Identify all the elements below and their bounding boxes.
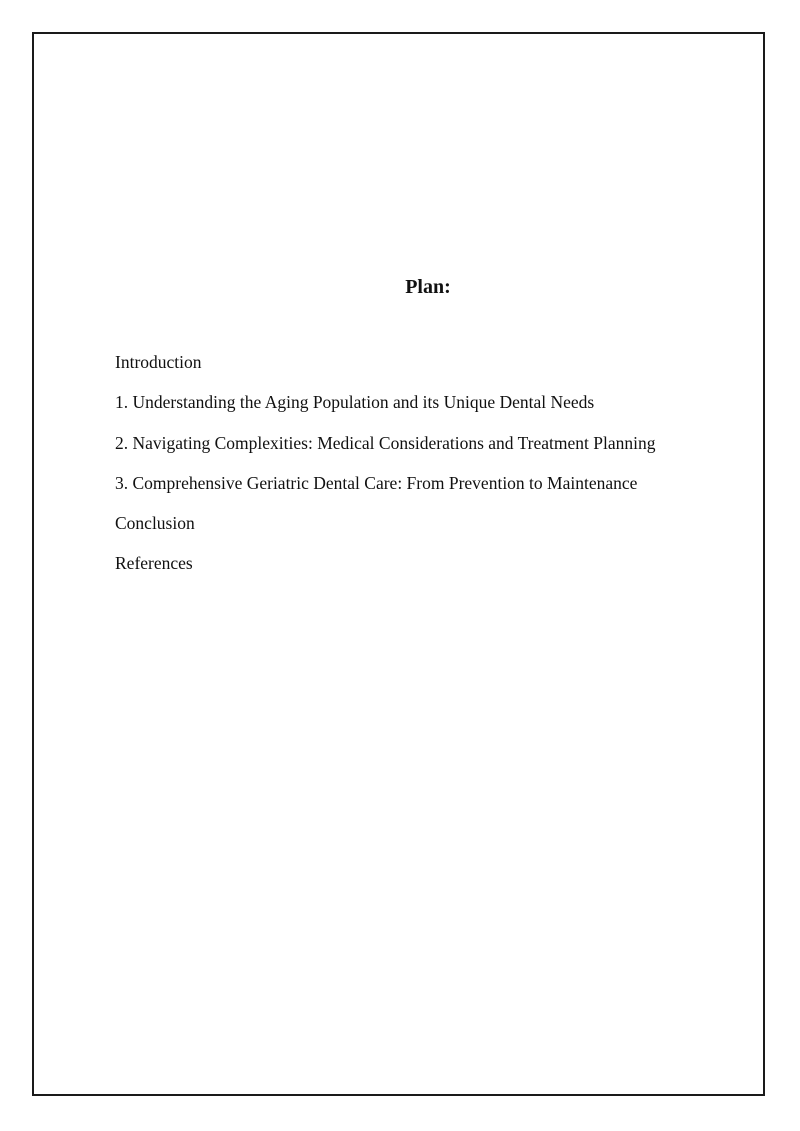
plan-item-section-1: 1. Understanding the Aging Population and its Unique Dental Needs	[115, 392, 595, 413]
plan-item-section-2: 2. Navigating Complexities: Medical Considerations and Treatment Planning	[115, 432, 656, 453]
plan-item-introduction: Introduction	[115, 352, 202, 372]
plan-item-conclusion: Conclusion	[115, 513, 195, 534]
page-title: Plan:	[405, 276, 451, 298]
plan-item-section-3: 3. Comprehensive Geriatric Dental Care: From Prevention to Maintenance	[115, 472, 638, 493]
plan-item-references: References	[115, 553, 193, 574]
plan-list	[115, 350, 656, 592]
